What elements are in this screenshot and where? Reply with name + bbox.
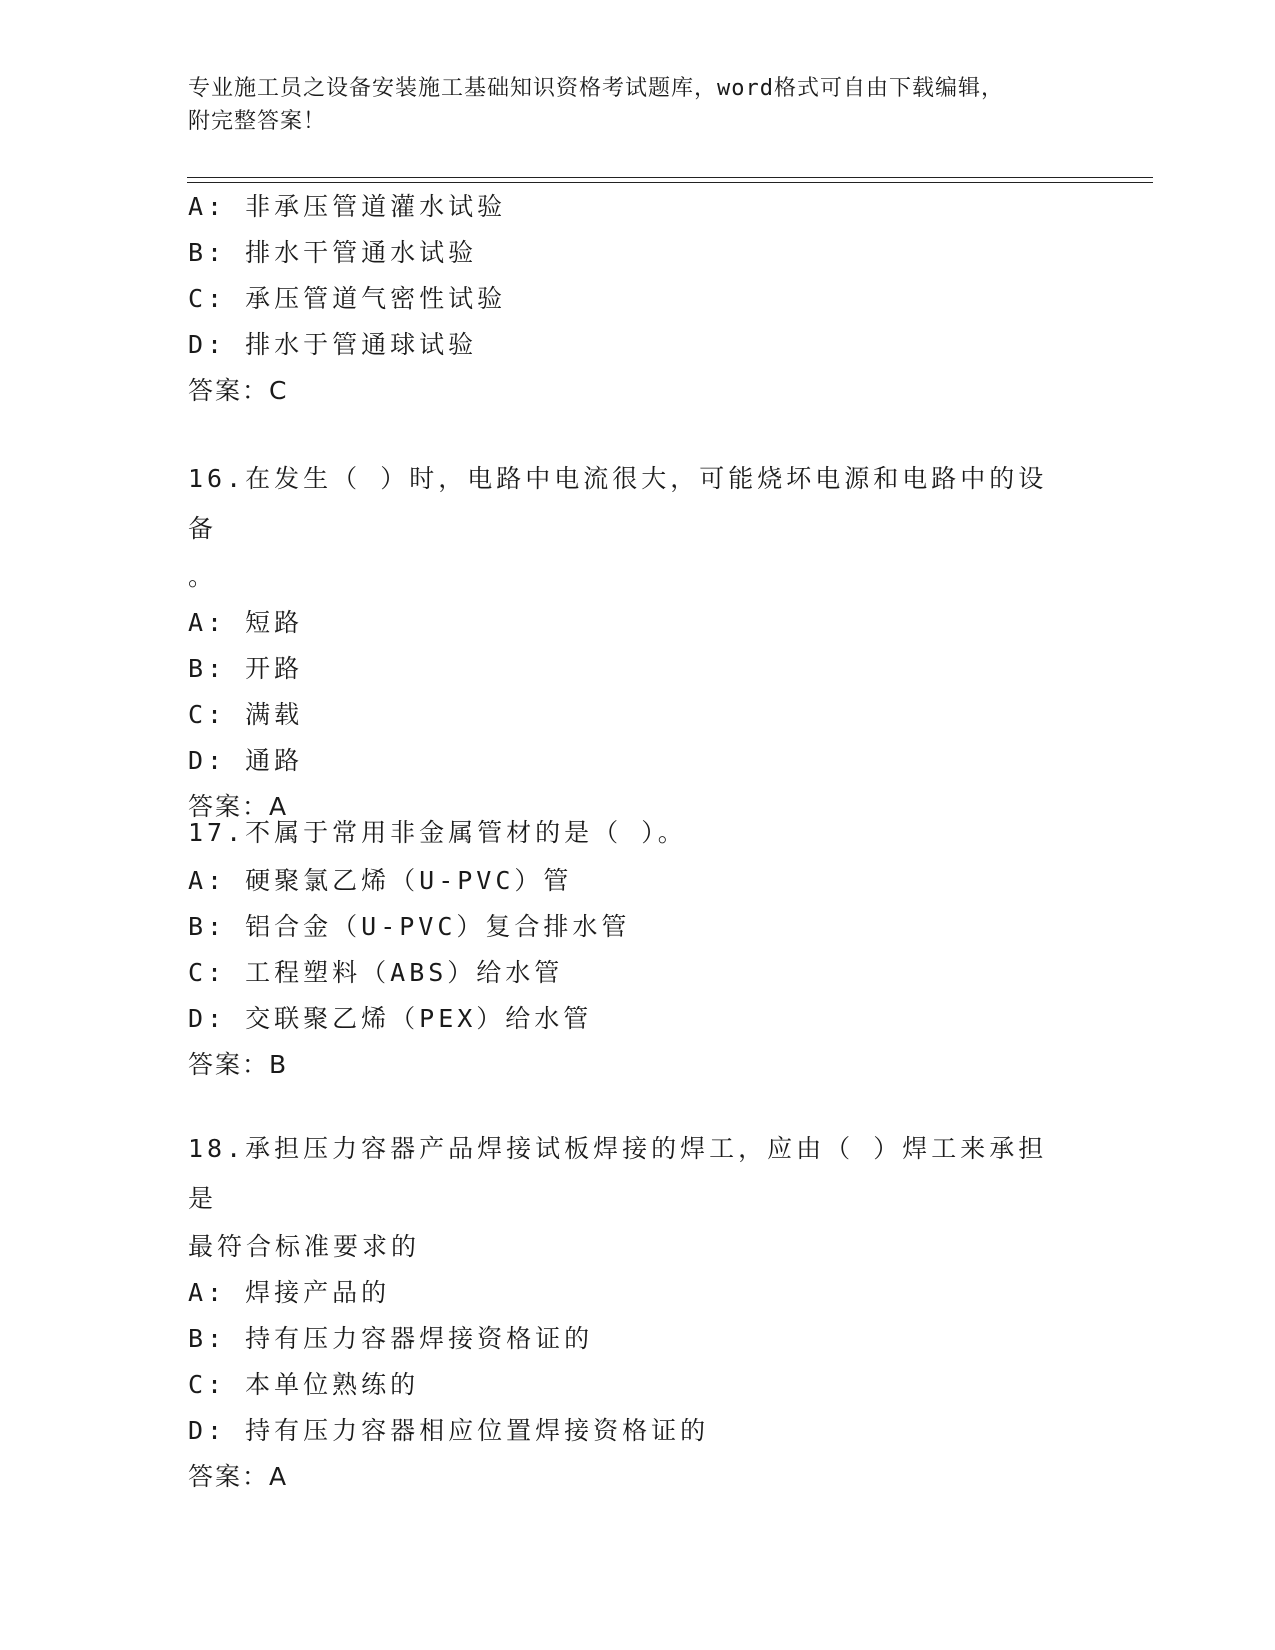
option-a: A: 硬聚氯乙烯（U-PVC）管 — [188, 866, 573, 895]
option-b: B: 开路 — [188, 654, 304, 683]
option-d: D: 排水于管通球试验 — [188, 330, 478, 359]
option-b: B: 铝合金（U-PVC）复合排水管 — [188, 912, 631, 941]
option-a: A: 短路 — [188, 608, 304, 637]
option-c: C: 承压管道气密性试验 — [188, 284, 507, 313]
answer-text: 答案：B — [188, 1050, 289, 1079]
question-stem-line-1: 17.不属于常用非金属管材的是（ ）。 — [188, 818, 687, 847]
question-17 — [188, 808, 1068, 1088]
question-stem-line-2: 。 — [188, 562, 218, 591]
option-c: C: 本单位熟练的 — [188, 1370, 420, 1399]
question-18 — [188, 1124, 1068, 1500]
answer-text: 答案：A — [188, 792, 289, 821]
option-c: C: 满载 — [188, 700, 304, 729]
option-d: D: 交联聚乙烯（PEX）给水管 — [188, 1004, 593, 1033]
question-stem-line-2: 最符合标准要求的 — [188, 1232, 421, 1261]
question-15 — [188, 184, 1068, 414]
option-d: D: 通路 — [188, 746, 304, 775]
header-divider-bottom — [187, 182, 1153, 183]
question-stem-line-1: 18.承担压力容器产品焊接试板焊接的焊工，应由（ ）焊工来承担是 — [188, 1134, 1048, 1213]
answer-text: 答案：A — [188, 1462, 289, 1491]
question-16 — [188, 454, 1068, 830]
option-a: A: 焊接产品的 — [188, 1278, 391, 1307]
header-divider-top — [187, 177, 1153, 178]
question-stem-line-1: 16.在发生（ ）时，电路中电流很大，可能烧坏电源和电路中的设备 — [188, 464, 1048, 543]
option-b: B: 排水干管通水试验 — [188, 238, 478, 267]
option-c: C: 工程塑料（ABS）给水管 — [188, 958, 564, 987]
header-line-2: 附完整答案！ — [188, 109, 327, 134]
answer-text: 答案：C — [188, 376, 289, 405]
option-d: D: 持有压力容器相应位置焊接资格证的 — [188, 1416, 710, 1445]
option-b: B: 持有压力容器焊接资格证的 — [188, 1324, 594, 1353]
option-a: A: 非承压管道灌水试验 — [188, 192, 507, 221]
document-header — [188, 72, 1088, 138]
header-line-1: 专业施工员之设备安装施工基础知识资格考试题库，word格式可自由下载编辑， — [188, 76, 1004, 101]
